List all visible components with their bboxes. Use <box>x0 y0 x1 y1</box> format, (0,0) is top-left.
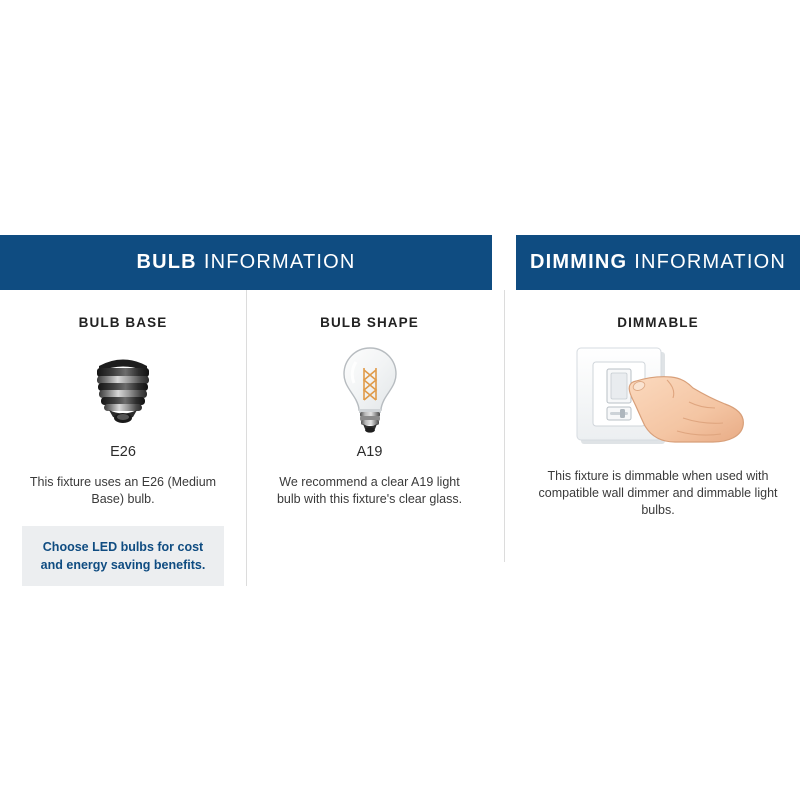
bulb-shape-description: We recommend a clear A19 light bulb with this fixture's clear glass. <box>276 475 463 506</box>
dimming-information-header-strong: DIMMING <box>530 251 628 273</box>
dimmable-column <box>516 290 800 519</box>
dimming-information-panel <box>516 235 800 586</box>
panels-container <box>0 235 800 586</box>
bulb-base-description: This fixture uses an E26 (Medium Base) bulb. <box>29 475 217 506</box>
bulb-information-header <box>0 235 492 290</box>
bulb-shape-title: BULB SHAPE <box>320 315 419 330</box>
bulb-shape-code: A19 <box>356 444 383 460</box>
wall-dimmer-hand-icon <box>516 342 800 454</box>
bulb-base-column <box>0 290 246 586</box>
bulb-base-code: E26 <box>110 444 136 460</box>
bulb-columns <box>0 290 492 586</box>
dimmable-title: DIMMABLE <box>617 315 699 330</box>
bulb-shape-icon <box>247 342 492 438</box>
panel-divider <box>504 290 505 562</box>
bulb-shape-column <box>246 290 492 586</box>
bulb-information-header-strong: BULB <box>136 251 197 273</box>
bulb-information-panel <box>0 235 492 586</box>
bulb-information-header-light: INFORMATION <box>203 251 356 273</box>
led-tip-box: Choose LED bulbs for cost and energy saving benefits. <box>22 526 224 586</box>
dimmable-description: This fixture is dimmable when used with compatible wall dimmer and dimmable light bulbs. <box>538 469 778 517</box>
bulb-base-title: BULB BASE <box>78 315 168 330</box>
dimming-information-header <box>516 235 800 290</box>
dimming-information-header-light: INFORMATION <box>634 251 786 273</box>
bulb-base-icon <box>0 342 246 438</box>
